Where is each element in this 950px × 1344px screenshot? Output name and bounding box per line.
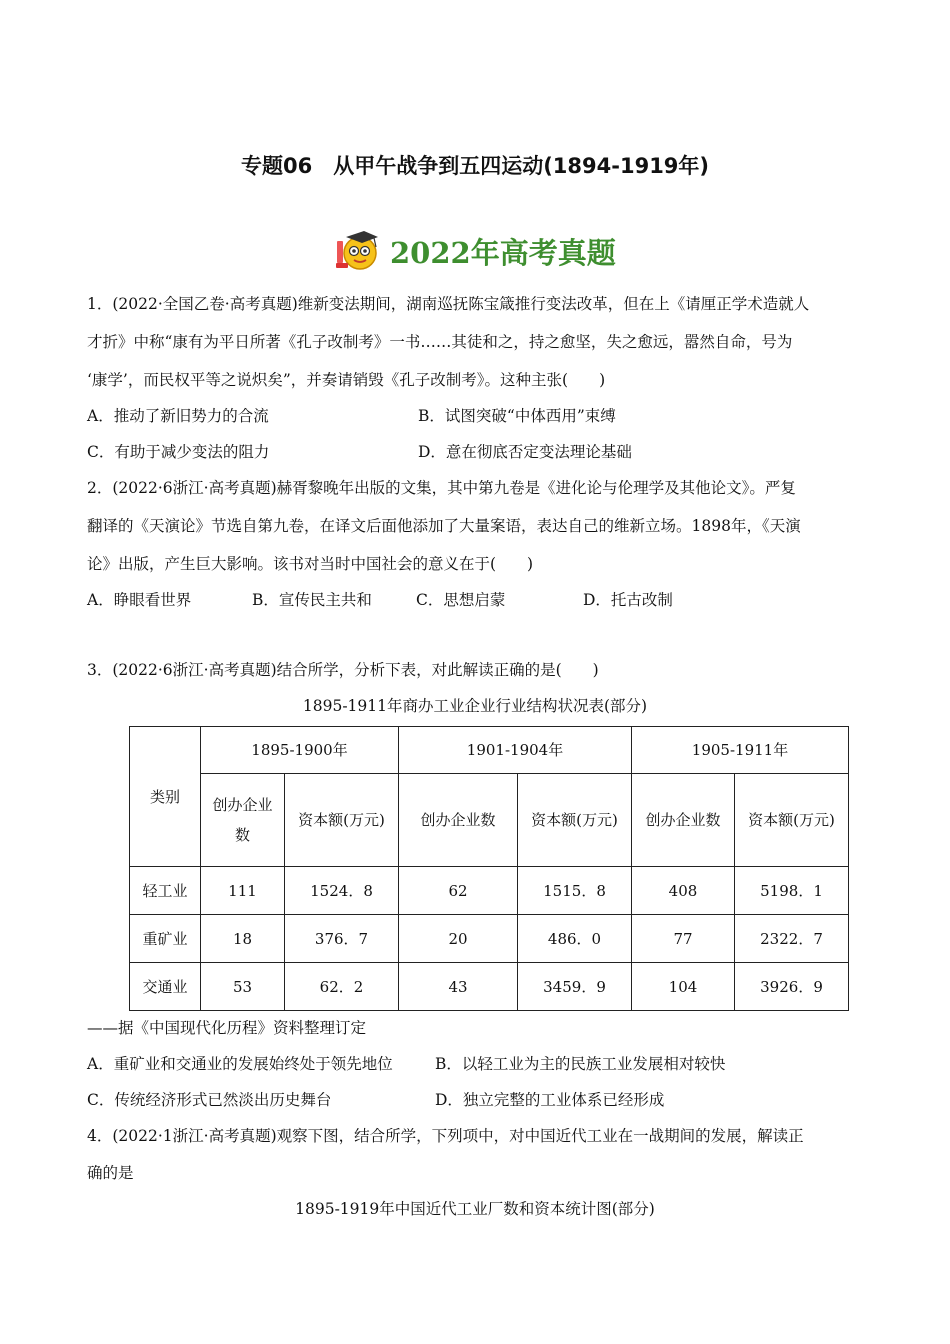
question-text-line: 才折》中称“康有为平日所著《孔子改制考》一书……其徒和之，持之愈坚，失之愈远，嚣然自命，号为 [87, 333, 793, 351]
question-text-line: 3．(2022·6浙江·高考真题)结合所学，分析下表，对此解读正确的是( ) [87, 661, 599, 679]
sub-header: 资本额(万元) [518, 774, 632, 867]
option-c: C．有助于减少变法的阻力 [87, 443, 270, 461]
option-d: D．独立完整的工业体系已经形成 [435, 1091, 665, 1109]
sub-header: 创办企业数 [201, 774, 285, 867]
table-cell: 3459．9 [518, 963, 632, 1011]
table-cell: 408 [632, 867, 735, 915]
option-b: B．以轻工业为主的民族工业发展相对较快 [435, 1055, 726, 1073]
option-c: C．传统经济形式已然淡出历史舞台 [87, 1091, 332, 1109]
period-header: 1895-1900年 [201, 727, 399, 774]
sub-header: 创办企业数 [399, 774, 518, 867]
table-cell: 1524．8 [285, 867, 399, 915]
sub-header: 资本额(万元) [735, 774, 849, 867]
table-cell: 53 [201, 963, 285, 1011]
table-row [130, 963, 849, 1011]
option-b: B．宣传民主共和 [252, 591, 372, 609]
table-caption: 1895-1911年商办工业企业行业结构状况表(部分) [302, 697, 648, 715]
table-cell: 111 [201, 867, 285, 915]
page-title: 专题06 从甲午战争到五四运动(1894-1919年) [240, 154, 710, 178]
option-b: B．试图突破“中体西用”束缚 [418, 407, 616, 425]
table-cell: 1515．8 [518, 867, 632, 915]
table-cell: 43 [399, 963, 518, 1011]
table-cell: 20 [399, 915, 518, 963]
row-label: 轻工业 [130, 867, 201, 915]
scholar-mascot-icon [334, 227, 382, 273]
banner-text: 2022年高考真题 [390, 236, 616, 270]
question-text-line: 翻译的《天演论》节选自第九卷，在译文后面他添加了大量案语，表达自己的维新立场。1898年，《天演 [87, 517, 801, 535]
table-cell: 62 [399, 867, 518, 915]
chart-caption: 1895-1919年中国近代工业厂数和资本统计图(部分) [295, 1200, 655, 1218]
option-d: D．托古改制 [583, 591, 673, 609]
table-cell: 104 [632, 963, 735, 1011]
table-cell: 376．7 [285, 915, 399, 963]
table-cell: 5198．1 [735, 867, 849, 915]
period-header: 1901-1904年 [399, 727, 632, 774]
option-a: A．睁眼看世界 [87, 591, 192, 609]
table-row [130, 915, 849, 963]
option-a: A．重矿业和交通业的发展始终处于领先地位 [87, 1055, 393, 1073]
table-cell: 77 [632, 915, 735, 963]
option-c: C．思想启蒙 [416, 591, 506, 609]
question-text-line: 论》出版，产生巨大影响。该书对当时中国社会的意义在于( ) [87, 555, 534, 573]
option-a: A．推动了新旧势力的合流 [87, 407, 269, 425]
industry-structure-table [129, 726, 849, 1011]
sub-header: 创办企业数 [632, 774, 735, 867]
category-header: 类别 [130, 727, 201, 867]
question-text-line: 4．(2022·1浙江·高考真题)观察下图，结合所学，下列项中，对中国近代工业在一战期间的发展，解读正 [87, 1127, 804, 1145]
table-cell: 18 [201, 915, 285, 963]
table-cell: 2322．7 [735, 915, 849, 963]
question-text-line: 1．(2022·全国乙卷·高考真题)维新变法期间，湖南巡抚陈宝箴推行变法改革，但在上《请厘正学术造就人 [87, 295, 810, 313]
question-text-line: ‘康学’，而民权平等之说炽矣”，并奏请销毁《孔子改制考》。这种主张( ) [87, 371, 606, 389]
question-text-line: 2．(2022·6浙江·高考真题)赫胥黎晚年出版的文集，其中第九卷是《进化论与伦理学及其他论文》。严复 [87, 479, 796, 497]
sub-header: 资本额(万元) [285, 774, 399, 867]
section-banner [330, 225, 620, 275]
table-row [130, 867, 849, 915]
row-label: 交通业 [130, 963, 201, 1011]
table-cell: 3926．9 [735, 963, 849, 1011]
table-source: ——据《中国现代化历程》资料整理订定 [87, 1019, 367, 1037]
period-header: 1905-1911年 [632, 727, 849, 774]
table-cell: 62．2 [285, 963, 399, 1011]
question-text-line: 确的是 [87, 1164, 134, 1182]
row-label: 重矿业 [130, 915, 201, 963]
table-cell: 486．0 [518, 915, 632, 963]
option-d: D．意在彻底否定变法理论基础 [418, 443, 632, 461]
